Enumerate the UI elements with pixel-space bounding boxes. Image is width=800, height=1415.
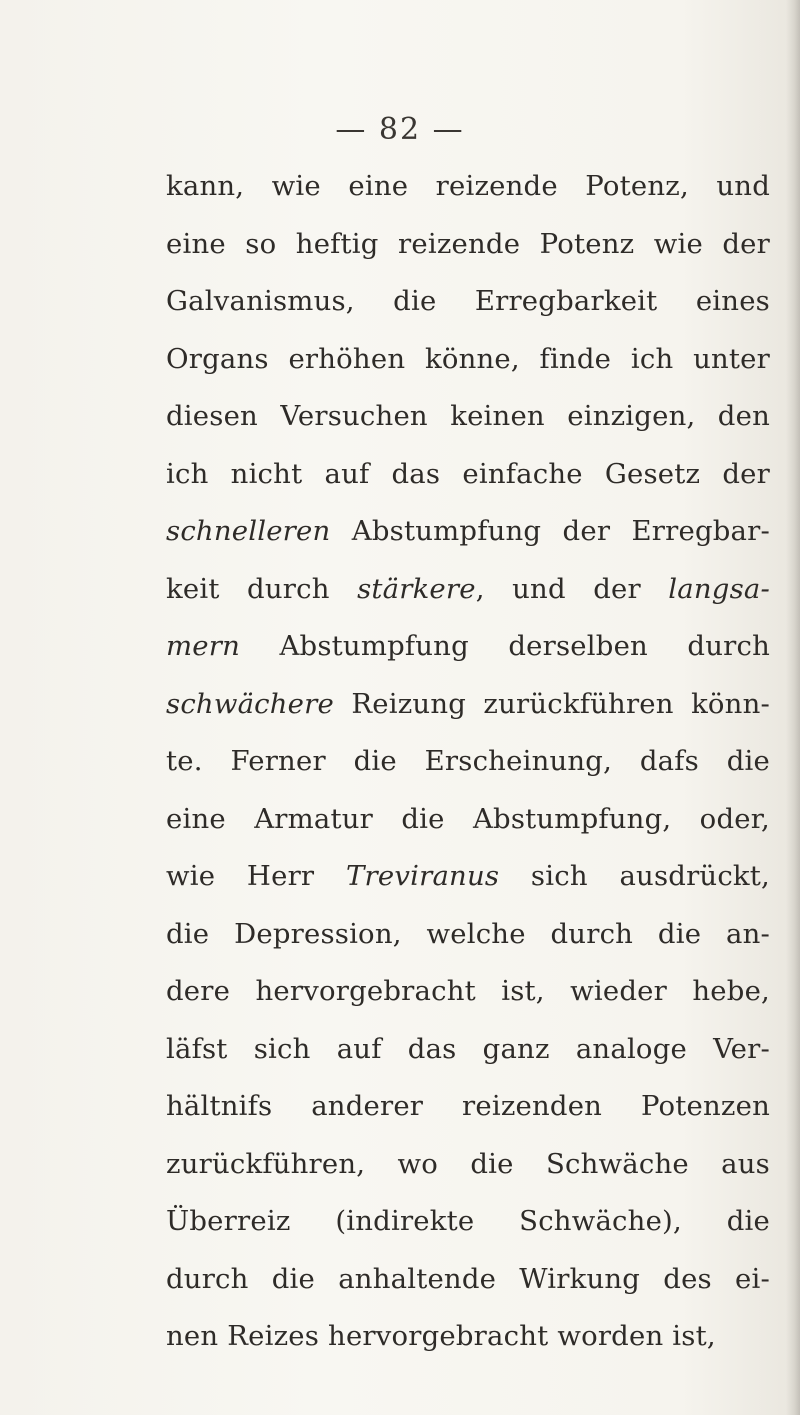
italic-text: schwächere xyxy=(166,687,334,720)
text-line xyxy=(166,388,770,446)
text-segment: nen Reizes hervorgebracht worden ist, xyxy=(166,1320,716,1352)
text-line xyxy=(166,446,770,504)
text-line xyxy=(166,216,770,274)
text-segment: läfst sich auf das ganz analoge Ver- xyxy=(166,1032,770,1065)
text-line xyxy=(166,331,770,389)
text-segment: te. Ferner die Erscheinung, dafs die xyxy=(166,745,770,777)
text-segment: zurückführen, wo die Schwäche aus xyxy=(166,1147,770,1180)
page-edge-shadow xyxy=(786,0,800,1415)
text-line xyxy=(166,1136,770,1194)
text-segment: , und der xyxy=(475,572,669,605)
text-line xyxy=(166,1308,770,1366)
text-segment: kann, wie eine reizende Potenz, und xyxy=(166,170,770,202)
text-line xyxy=(166,273,770,331)
text-segment: Galvanismus, die Erregbarkeit eines xyxy=(166,285,770,317)
text-segment: ich nicht auf das einfache Gesetz der xyxy=(166,457,770,490)
italic-text: stärkere xyxy=(357,572,476,605)
body-text xyxy=(166,158,770,1366)
italic-text: schnelleren xyxy=(166,515,331,547)
text-segment: die Depression, welche durch die an- xyxy=(166,917,770,950)
text-segment: keit durch xyxy=(166,572,358,605)
text-segment: eine Armatur die Abstumpfung, oder, xyxy=(166,802,770,835)
text-line xyxy=(166,618,770,676)
italic-text: Treviranus xyxy=(346,860,500,892)
text-segment: dere hervorgebracht ist, wieder hebe, xyxy=(166,975,770,1007)
page-number: — 82 — xyxy=(335,112,465,147)
text-segment: diesen Versuchen keinen einzigen, den xyxy=(166,400,770,432)
text-segment: Überreiz (indirekte Schwäche), die xyxy=(166,1205,770,1237)
text-line xyxy=(166,1251,770,1309)
text-segment: Abstumpfung derselben durch xyxy=(240,630,770,662)
text-segment: Reizung zurückführen könn- xyxy=(333,687,770,720)
text-line xyxy=(166,733,770,791)
text-segment: wie Herr xyxy=(166,860,347,892)
text-line xyxy=(166,963,770,1021)
text-segment: Abstumpfung der Erregbar- xyxy=(330,515,770,547)
italic-text: langsa- xyxy=(668,572,770,605)
text-segment: hältnifs anderer reizenden Potenzen xyxy=(166,1090,770,1122)
text-segment: eine so heftig reizende Potenz wie der xyxy=(166,227,770,260)
text-line xyxy=(166,561,770,619)
text-line xyxy=(166,906,770,964)
text-segment: Organs erhöhen könne, finde ich unter xyxy=(166,342,770,375)
text-segment: durch die anhaltende Wirkung des ei- xyxy=(166,1262,770,1295)
text-line xyxy=(166,676,770,734)
text-line xyxy=(166,791,770,849)
text-line xyxy=(166,1193,770,1251)
text-segment: sich ausdrückt, xyxy=(499,860,770,892)
italic-text: mern xyxy=(166,630,241,662)
text-line xyxy=(166,503,770,561)
text-line xyxy=(166,1021,770,1079)
text-line xyxy=(166,1078,770,1136)
text-line xyxy=(166,848,770,906)
text-line xyxy=(166,158,770,216)
